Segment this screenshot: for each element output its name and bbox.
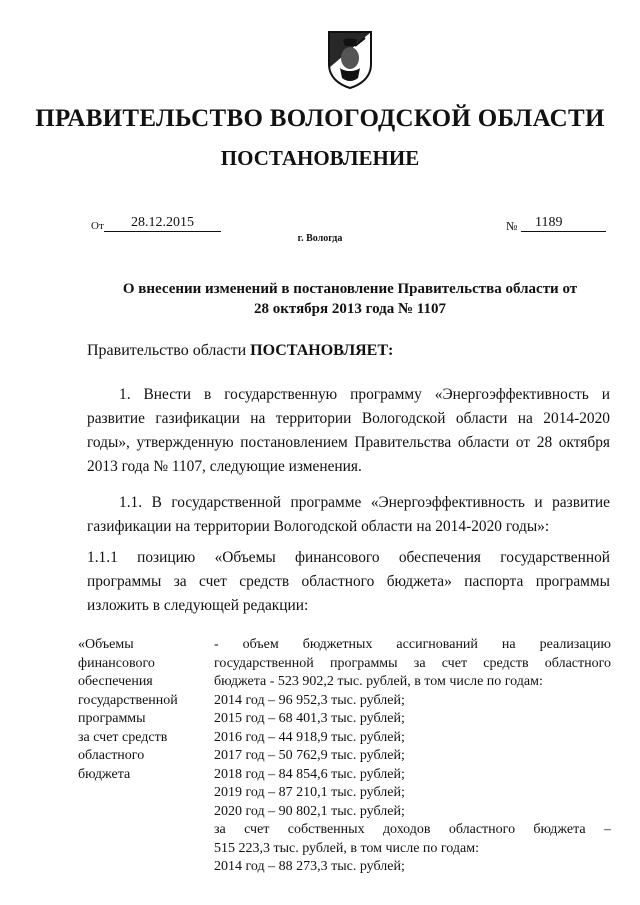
table-left-line: за счет средств <box>78 729 168 745</box>
paragraph-1-1-1: 1.1.1 позицию «Объемы финансового обеспечения государственной программы за счет средств областного бюджета» паспорта программы изложить в следующей редакции: <box>87 549 610 614</box>
intro-decree-word: ПОСТАНОВЛЯЕТ: <box>250 342 394 359</box>
year-amount-line: 2016 год – 44 918,9 тыс. рублей; <box>214 729 405 745</box>
table-right-line: бюджета - 523 902,2 тыс. рублей, в том числе по годам: <box>214 674 543 689</box>
year-amount-line: 2015 год – 68 401,3 тыс. рублей; <box>214 711 405 726</box>
paragraph-1: 1. Внести в государственную программу «Энергоэффективность и развитие газификации на территории Вологодской области на 2014-2020 годы», утвержденную постановлением Правительства области от 28 октября 2013 года № 1107, следующие изменения. <box>87 386 610 475</box>
document-subject <box>100 279 600 319</box>
table-left-line: финансового <box>78 655 155 671</box>
date-label: От <box>91 220 104 232</box>
document-type: ПОСТАНОВЛЕНИЕ <box>220 146 420 170</box>
table-right-line: 515 223,3 тыс. рублей, в том числе по годам: <box>214 840 479 856</box>
table-right-line: государственной программы за счет средств областного <box>214 655 611 671</box>
subject-line: О внесении изменений в постановление Правительства области от <box>122 281 578 297</box>
number-label: № <box>506 219 518 233</box>
table-left-line: программы <box>78 711 146 726</box>
intro-text: Правительство области <box>87 342 251 359</box>
coat-of-arms-icon <box>325 28 375 90</box>
city: г. Вологда <box>297 233 343 244</box>
table-left-column <box>78 636 208 784</box>
organization-title: ПРАВИТЕЛЬСТВО ВОЛОГОДСКОЙ ОБЛАСТИ <box>35 105 605 132</box>
table-left-line: «Объемы <box>78 637 134 652</box>
table-left-line: областного <box>78 748 145 763</box>
table-right-column <box>214 636 611 877</box>
subject-line: 28 октября 2013 года № 1107 <box>254 301 446 317</box>
document-date: 28.12.2015 <box>104 215 221 232</box>
table-left-line: бюджета <box>78 766 131 782</box>
year-amount-line: 2014 год – 96 952,3 тыс. рублей; <box>214 692 405 708</box>
intro-paragraph <box>87 342 393 360</box>
year-amount-line: 2018 год – 84 854,6 тыс. рублей; <box>214 766 405 782</box>
year-amount-line: 2017 год – 50 762,9 тыс. рублей; <box>214 748 405 763</box>
table-right-line: за счет собственных доходов областного бюджета – <box>214 822 611 837</box>
table-left-line: государственной <box>78 692 178 708</box>
document-number: 1189 <box>521 215 606 232</box>
table-right-line: - объем бюджетных ассигнований на реализацию <box>214 637 611 652</box>
paragraph-1-1: 1.1. В государственной программе «Энергоэффективность и развитие газификации на территории Вологодской области на 2014-2020 годы»: <box>87 494 610 535</box>
year-amount-line: 2014 год – 88 273,3 тыс. рублей; <box>214 859 405 874</box>
year-amount-line: 2020 год – 90 802,1 тыс. рублей; <box>214 803 405 819</box>
year-amount-line: 2019 год – 87 210,1 тыс. рублей; <box>214 785 405 800</box>
table-left-line: обеспечения <box>78 674 153 689</box>
